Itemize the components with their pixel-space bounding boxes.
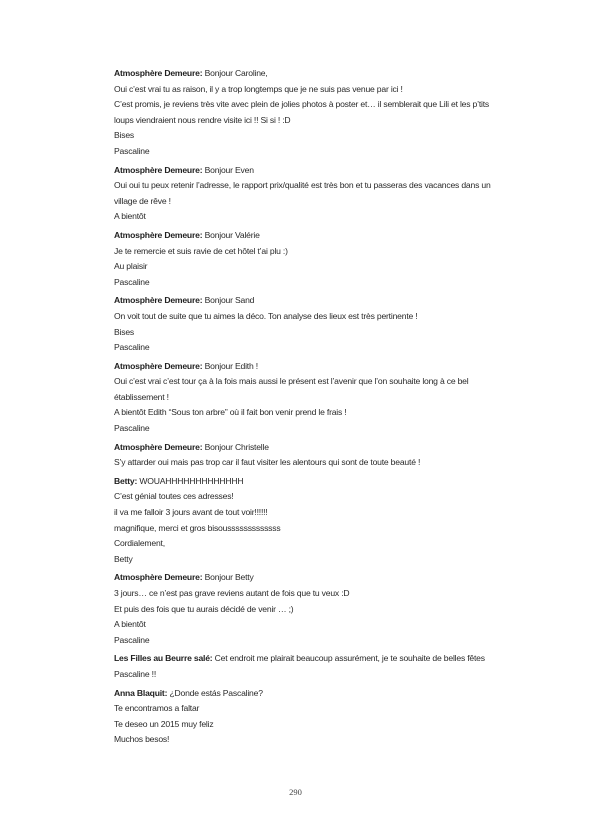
comment-line	[114, 374, 506, 405]
comment-entry	[114, 66, 506, 160]
page-number: 290	[289, 787, 302, 797]
comment-line	[114, 340, 506, 356]
comment-author: Atmosphère Demeure:	[114, 441, 203, 452]
comment-entry	[114, 474, 506, 568]
comment-text: Je te remercie et suis ravie de cet hôtel t’ai plu :)	[114, 245, 288, 256]
comment-author: Atmosphère Demeure:	[114, 164, 203, 175]
comment-text: 3 jours… ce n’est pas grave reviens autant de fois que tu veux :D	[114, 588, 350, 598]
comment-line	[114, 325, 506, 341]
comment-first-line	[114, 651, 506, 682]
comment-line	[114, 128, 506, 144]
comment-text: Oui c’est vrai tu as raison, il y a trop longtemps que je ne suis pas venue par ici !	[114, 83, 403, 94]
comment-line	[114, 521, 506, 537]
comment-line	[114, 536, 506, 552]
comment-text: Muchos besos!	[114, 734, 170, 745]
comment-first-line	[114, 359, 506, 375]
comment-author: Les Filles au Beurre salé:	[114, 653, 213, 664]
comment-line	[114, 717, 506, 733]
comment-author: Anna Blaquit:	[114, 687, 168, 698]
comment-author: Atmosphère Demeure:	[114, 68, 203, 78]
comment-line	[114, 209, 506, 225]
comment-text: WOUAHHHHHHHHHHHHH	[139, 475, 244, 486]
comment-first-line	[114, 440, 506, 456]
comment-text: Pascaline	[114, 634, 150, 645]
comment-text: Pascaline	[114, 276, 150, 287]
comment-line	[114, 586, 506, 602]
comment-text: Betty	[114, 553, 133, 564]
comment-line	[114, 552, 506, 568]
comment-author: Atmosphère Demeure:	[114, 295, 203, 306]
comment-entry	[114, 570, 506, 648]
comment-line	[114, 732, 506, 748]
comment-text: Oui c’est vrai c’est tour ça à la fois mais aussi le présent est l’avenir que l’on souhaite long à ce bel établissement !	[114, 376, 469, 402]
comment-text: Et puis des fois que tu aurais décidé de venir … ;)	[114, 603, 294, 614]
comment-text: Cordialement,	[114, 538, 165, 549]
comment-author: Betty:	[114, 475, 138, 486]
comment-text: magnifique, merci et gros bisousssssssssssss	[114, 522, 281, 533]
comment-author: Atmosphère Demeure:	[114, 229, 203, 240]
comment-text: Oui oui tu peux retenir l’adresse, le rapport prix/qualité est très bon et tu passeras des vacances dans un village de rêve !	[114, 180, 491, 206]
comment-text: il va me falloir 3 jours avant de tout voir!!!!!!	[114, 507, 268, 518]
comment-line	[114, 275, 506, 291]
comment-text: Pascaline	[114, 423, 150, 434]
comment-first-line	[114, 293, 506, 309]
comment-entry	[114, 651, 506, 682]
comment-line	[114, 178, 506, 209]
comment-line	[114, 421, 506, 437]
comment-line	[114, 309, 506, 325]
comment-text: C’est génial toutes ces adresses!	[114, 491, 234, 502]
comment-line	[114, 244, 506, 260]
comment-entry	[114, 359, 506, 437]
comment-text: Au plaisir	[114, 261, 148, 272]
comment-first-line	[114, 686, 506, 702]
comment-text: Bonjour Edith !	[204, 360, 258, 371]
comment-text: Bonjour Betty	[204, 572, 254, 583]
comment-text: Bonjour Caroline,	[204, 68, 268, 78]
comment-line	[114, 489, 506, 505]
comment-line	[114, 144, 506, 160]
comment-first-line	[114, 228, 506, 244]
comment-text: Te encontramos a faltar	[114, 703, 200, 714]
comment-text: Cet endroit me plairait beaucoup assurément, je te souhaite de belles fêtes Pascaline !!	[114, 653, 485, 679]
comments-page	[114, 66, 506, 751]
comment-text: S’y attarder oui mais pas trop car il faut visiter les alentours qui sont de toute beauté !	[114, 457, 421, 468]
comment-text: Pascaline	[114, 342, 150, 353]
comment-entry	[114, 228, 506, 290]
comment-author: Atmosphère Demeure:	[114, 360, 203, 371]
comment-entry	[114, 293, 506, 355]
comment-text: A bientôt	[114, 211, 146, 222]
comments-list	[114, 66, 506, 748]
comment-line	[114, 505, 506, 521]
comment-line	[114, 97, 506, 128]
comment-text: Te deseo un 2015 muy feliz	[114, 718, 214, 729]
comment-first-line	[114, 163, 506, 179]
comment-text: Bonjour Even	[204, 164, 254, 175]
comment-line	[114, 259, 506, 275]
comment-text: Bonjour Christelle	[204, 441, 269, 452]
comment-line	[114, 82, 506, 98]
comment-text: Pascaline	[114, 145, 150, 156]
comment-text: ¿Donde estás Pascaline?	[169, 687, 263, 698]
comment-text: On voit tout de suite que tu aimes la déco. Ton analyse des lieux est très pertinente !	[114, 310, 418, 321]
comment-line	[114, 405, 506, 421]
comment-text: A bientôt Edith “Sous ton arbre” où il fait bon venir prend le frais !	[114, 407, 347, 418]
comment-text: Bises	[114, 130, 135, 141]
comment-text: C’est promis, je reviens très vite avec plein de jolies photos à poster et… il semblerait que Lili et les p’tits loups viendraient nous rendre visite ici !! Si si ! :D	[114, 99, 490, 125]
comment-text: Bonjour Valérie	[204, 229, 260, 240]
comment-text: Bises	[114, 326, 135, 337]
comment-line	[114, 455, 506, 471]
comment-text: Bonjour Sand	[204, 295, 255, 306]
comment-line	[114, 633, 506, 649]
comment-line	[114, 602, 506, 618]
comment-entry	[114, 163, 506, 225]
comment-first-line	[114, 570, 506, 586]
comment-author: Atmosphère Demeure:	[114, 572, 203, 583]
comment-text: A bientôt	[114, 619, 146, 630]
comment-entry	[114, 686, 506, 748]
comment-entry	[114, 440, 506, 471]
comment-line	[114, 617, 506, 633]
comment-line	[114, 701, 506, 717]
comment-first-line	[114, 66, 506, 82]
comment-first-line	[114, 474, 506, 490]
